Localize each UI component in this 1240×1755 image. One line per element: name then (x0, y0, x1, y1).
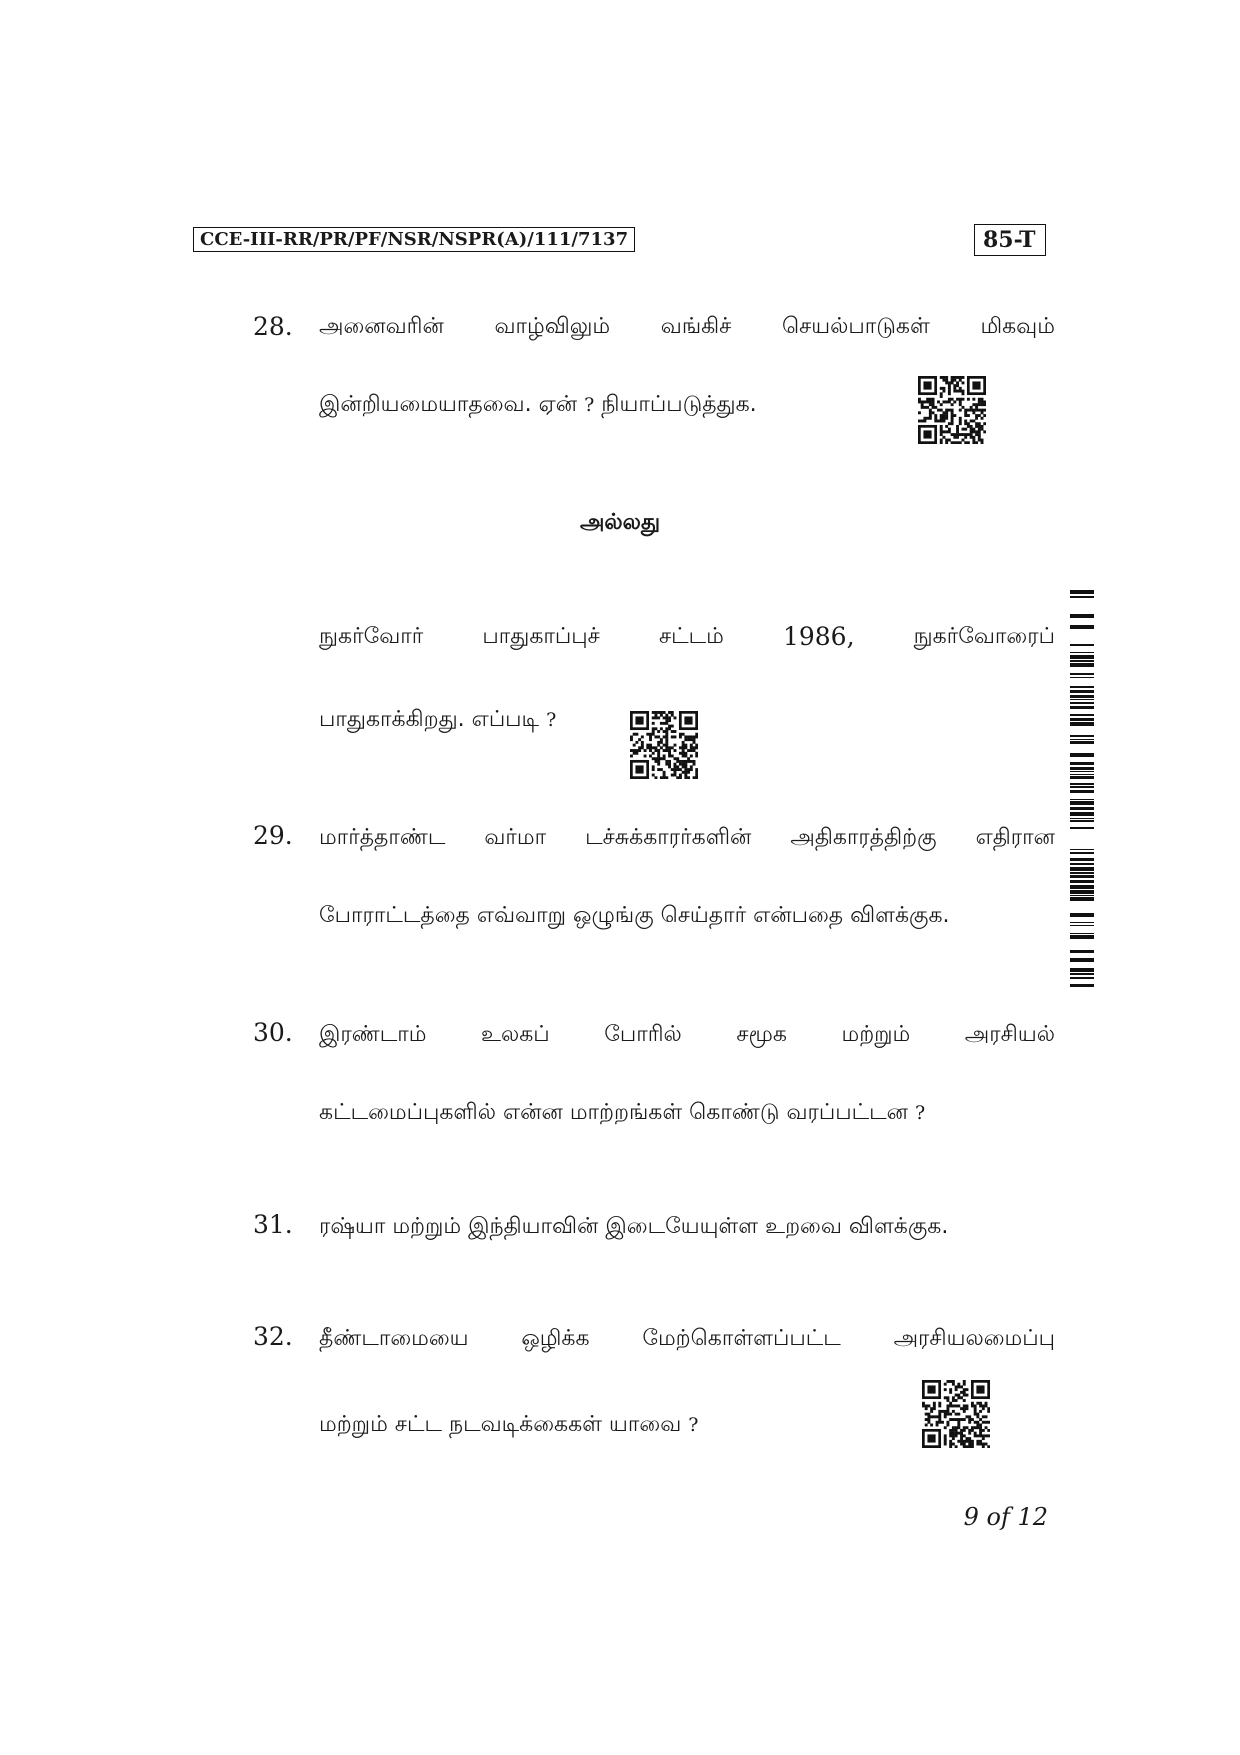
or-separator: அல்லது (579, 510, 661, 535)
alt-question-line-2 (319, 705, 556, 735)
word: டச்சுக்காரர்களின் (585, 825, 752, 850)
question-mark: ? (915, 1102, 926, 1124)
question-32-text: மற்றும் சட்ட நடவடிக்கைகள் யாவை (319, 1412, 682, 1437)
question-mark: ? (688, 1414, 699, 1436)
word: வங்கிச் (660, 314, 732, 339)
word: மற்றும் (841, 1022, 911, 1047)
word: உலகப் (481, 1022, 550, 1047)
word: சட்டம் (658, 624, 724, 649)
question-30-line-2 (319, 1098, 925, 1128)
question-number-31: 31. (253, 1210, 293, 1239)
question-29-line-1 (319, 823, 1055, 853)
word: வர்மா (484, 825, 547, 850)
question-28-text: இன்றியமையாதவை. ஏன் (319, 392, 578, 417)
word: மேற்கொள்ளப்பட்ட (642, 1326, 841, 1351)
word: செயல்பாடுகள் (781, 314, 930, 339)
question-number-32: 32. (253, 1322, 293, 1351)
qr-code-icon (918, 376, 986, 444)
word: எதிரான (975, 825, 1055, 850)
alt-question-line-1 (319, 622, 1055, 652)
alt-question-text: பாதுகாக்கிறது. எப்படி (319, 707, 540, 732)
question-30-text: கட்டமைப்புகளில் என்ன மாற்றங்கள் கொண்டு வரப்பட்டன (319, 1100, 908, 1125)
question-number-30: 30. (253, 1018, 293, 1047)
question-29-line-2: போராட்டத்தை எவ்வாறு ஒழுங்கு செய்தார் என்பதை விளக்குக. (319, 903, 950, 928)
word: மார்த்தாண்ட (319, 825, 446, 850)
exam-code: CCE-III-RR/PR/PF/NSR/NSPR(A)/111/7137 (193, 227, 635, 252)
word: பாதுகாப்புச் (482, 624, 600, 649)
word: அதிகாரத்திற்கு (790, 825, 937, 850)
word: போரில் (604, 1022, 682, 1047)
question-mark: ? (546, 709, 557, 731)
question-32-line-2 (319, 1410, 698, 1440)
word: சமூக (736, 1022, 787, 1047)
word: அரசியலமைப்பு (893, 1326, 1055, 1351)
question-28-line-2 (319, 390, 757, 420)
word: நுகர்வோரைப் (913, 624, 1055, 649)
page-number: 9 of 12 (963, 1503, 1048, 1531)
word: வாழ்விலும் (494, 314, 611, 339)
word: இரண்டாம் (319, 1022, 427, 1047)
qr-code-icon (922, 1380, 990, 1448)
word: ஒழிக்க (521, 1326, 590, 1351)
question-30-line-1 (319, 1020, 1055, 1050)
question-mark: ? (584, 394, 595, 416)
word: நுகர்வோர் (319, 624, 424, 649)
question-32-line-1 (319, 1324, 1055, 1354)
question-28-text-tail: நியாப்படுத்துக. (601, 392, 757, 417)
word: மிகவும் (980, 314, 1055, 339)
question-number-29: 29. (253, 821, 293, 850)
word: தீண்டாமையை (319, 1326, 469, 1351)
paper-code: 85-T (974, 224, 1046, 256)
qr-code-icon (630, 711, 698, 779)
question-number-28: 28. (253, 312, 293, 341)
question-28-line-1 (319, 312, 1055, 342)
question-31-line-1: ரஷ்யா மற்றும் இந்தியாவின் இடையேயுள்ள உறவை விளக்குக. (319, 1214, 949, 1239)
word: அனைவரின் (319, 314, 444, 339)
word: அரசியல் (964, 1022, 1055, 1047)
barcode-icon (1070, 590, 1094, 992)
word-year: 1986, (782, 622, 855, 651)
